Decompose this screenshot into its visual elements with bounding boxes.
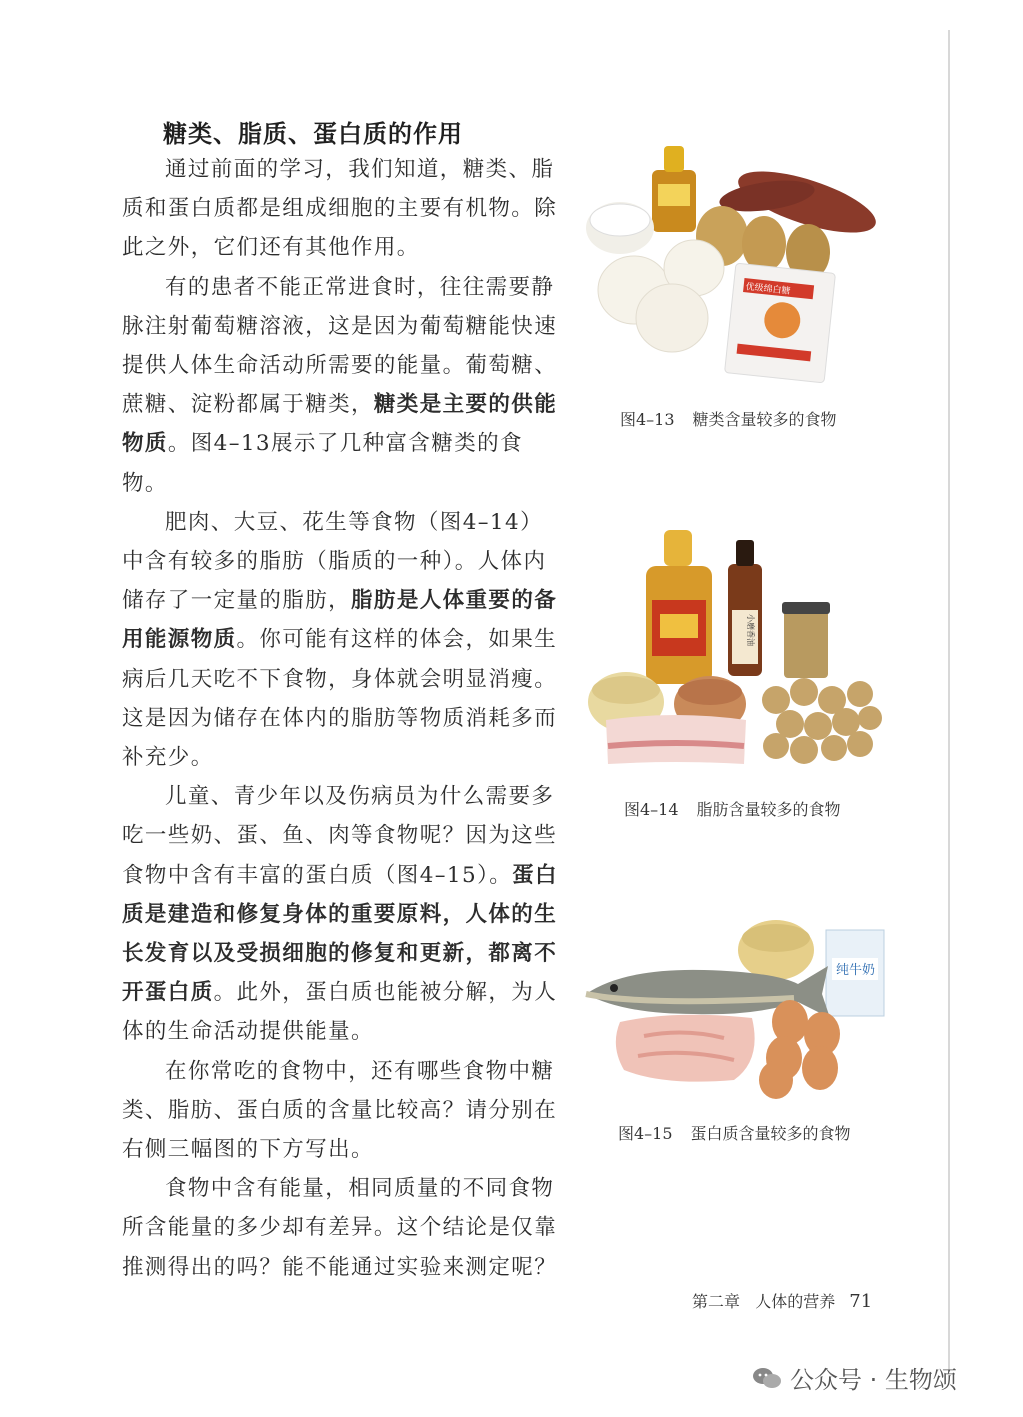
text-run: 儿童、青少年以及伤病员为什么需要多吃一些奶、蛋、鱼、肉等食物呢？因为这些食物中含有丰富的蛋白质（图4–15）。 [122,784,558,888]
figure-4-14-text: 脂肪含量较多的食物 [696,800,841,819]
paragraph [122,268,562,503]
paragraph [122,777,562,1051]
figure-4-15-caption [618,1121,851,1144]
footer-title: 人体的营养 [755,1292,836,1311]
footer-chapter: 第二章 [692,1292,741,1311]
figure-4-15-text: 蛋白质含量较多的食物 [690,1124,851,1143]
page-number: 71 [849,1291,873,1312]
text-run: 有的患者不能正常进食时，往往需要静脉注射葡萄糖溶液，这是因为葡萄糖能快速提供人体生命活动所需要的能量。葡萄糖、蔗糖、淀粉都属于糖类， [122,274,558,418]
text-run: 。你可能有这样的体会，如果生病后几天吃不下食物，身体就会明显消瘦。这是因为储存在体内的脂肪等物质消耗多而补充少。 [122,627,558,771]
figure-4-14-number: 图4–14 [624,800,679,819]
page-edge [948,30,950,1370]
text-run: 在你常吃的食物中，还有哪些食物中糖类、脂肪、蛋白质的含量比较高？请分别在右侧三幅图的下方写出。 [122,1058,558,1163]
body-text [122,150,562,1287]
figure-4-15-image [584,910,889,1100]
figure-4-14-image [586,524,884,774]
paragraph [122,1169,562,1287]
bold-key-statement: 脂肪是人体重要的备用能源物质 [122,588,558,653]
page-footer [692,1289,872,1312]
text-run: 通过前面的学习，我们知道，糖类、脂质和蛋白质都是组成细胞的主要有机物。除此之外，它们还有其他作用。 [122,157,558,261]
bold-key-statement: 糖类是主要的供能物质 [122,392,558,457]
bottle-label: 小磨香油 [746,614,755,646]
bold-key-statement: 蛋白质是建造和修复身体的重要原料，人体的生长发育以及受损细胞的修复和更新，都离不开蛋白质 [122,862,558,1006]
paragraph [122,1052,562,1170]
sugar-bag-label: 优级绵白糖 [745,282,791,297]
text-run: 。此外，蛋白质也能被分解，为人体的生命活动提供能量。 [122,980,558,1045]
figure-4-13-number: 图4–13 [620,410,675,429]
figure-4-13-image [582,140,887,390]
watermark [752,1360,957,1396]
milk-label: 纯牛奶 [836,963,876,978]
wechat-icon [752,1366,782,1396]
text-run: 。图4–13展示了几种富含糖类的食物。 [122,431,523,496]
text-run: 食物中含有能量，相同质量的不同食物所含能量的多少却有差异。这个结论是仅靠推测得出的吗？能不能通过实验来测定呢？ [122,1176,558,1280]
paragraph [122,150,562,268]
figure-4-14-caption [624,797,841,820]
text-run: 肥肉、大豆、花生等食物（图4–14）中含有较多的脂肪（脂质的一种）。人体内储存了一定量的脂肪， [122,509,547,614]
paragraph [122,503,562,777]
watermark-text: 公众号 · 生物颂 [790,1366,957,1394]
figure-4-13-text: 糖类含量较多的食物 [692,410,837,429]
figure-4-13-caption [620,407,837,430]
figure-4-15-number: 图4–15 [618,1124,673,1143]
section-title: 糖类、脂质、蛋白质的作用 [163,120,463,148]
